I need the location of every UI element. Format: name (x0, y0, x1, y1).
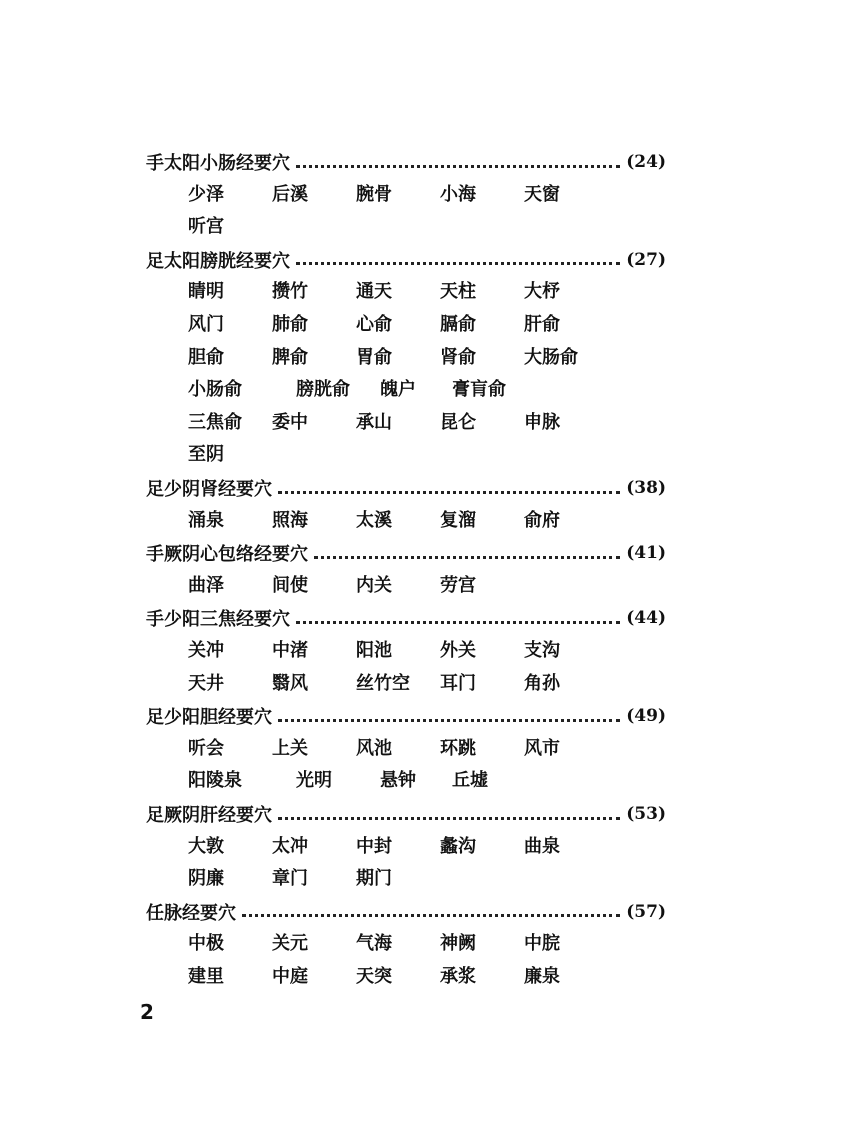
dot-leader (242, 914, 620, 917)
acupoint-name: 申脉 (524, 411, 560, 433)
acupoint-name: 太冲 (272, 835, 308, 857)
toc-entry-page: (44) (626, 608, 666, 629)
acupoint-name: 光明 (296, 770, 332, 792)
acupoint-name: 天窗 (524, 183, 560, 205)
acupoint-name: 膏肓俞 (452, 379, 506, 401)
toc-entry (146, 473, 666, 503)
acupoint-name: 少泽 (188, 183, 224, 205)
toc-entry (146, 897, 666, 927)
acupoint-name: 照海 (272, 509, 308, 531)
dot-leader (296, 262, 620, 265)
acupoint-name: 上关 (272, 737, 308, 759)
acupoint-name: 承山 (356, 411, 392, 433)
acupoint-name: 阳陵泉 (188, 770, 242, 792)
acupoint-name: 悬钟 (380, 770, 416, 792)
toc-entry-page: (38) (626, 478, 666, 498)
acupoint-name: 章门 (272, 868, 308, 890)
acupoint-name: 气海 (356, 933, 392, 955)
acupoint-name: 大敦 (188, 835, 224, 857)
acupoint-name: 俞府 (524, 509, 560, 531)
acupoint-name: 翳风 (272, 672, 308, 694)
acupoint-name: 通天 (356, 281, 392, 303)
toc-entry-title: 手太阳小肠经要穴 (146, 153, 290, 174)
acupoint-name: 委中 (272, 411, 308, 433)
dot-leader (278, 719, 620, 722)
acupoint-name: 胃俞 (356, 346, 392, 368)
acupoint-name: 中脘 (524, 933, 560, 955)
acupoint-name: 后溪 (272, 183, 308, 205)
acupoint-name: 阴廉 (188, 868, 224, 890)
acupoint-name: 丘墟 (452, 770, 488, 792)
acupoint-name: 三焦俞 (188, 411, 242, 433)
acupoint-name: 中渚 (272, 640, 308, 661)
toc-entry-page: (57) (626, 901, 666, 922)
acupoint-name: 风池 (356, 737, 392, 759)
dot-leader (278, 817, 620, 820)
toc-entry-title: 足太阳膀胱经要穴 (146, 250, 290, 272)
page-number: 2 (140, 1000, 154, 1024)
toc-entry (146, 538, 666, 568)
acupoint-name: 心俞 (356, 314, 392, 335)
acupoint-name: 风门 (188, 314, 224, 335)
toc-entry-title: 足少阴肾经要穴 (146, 479, 272, 500)
acupoint-name: 蠡沟 (440, 835, 476, 857)
acupoint-name: 魄户 (380, 379, 416, 401)
acupoint-name: 胆俞 (188, 346, 224, 368)
acupoint-name: 大杼 (524, 281, 560, 303)
acupoint-name: 膈俞 (440, 314, 476, 335)
toc-entry-title: 足厥阴肝经要穴 (146, 805, 272, 826)
acupoint-name: 听宫 (188, 216, 224, 238)
toc-entry-page: (27) (626, 249, 666, 270)
dot-leader (296, 165, 620, 168)
dot-leader (296, 621, 620, 624)
acupoint-name: 神阙 (440, 933, 476, 955)
acupoint-name: 中极 (188, 933, 224, 955)
acupoint-name: 曲泉 (524, 835, 560, 857)
acupoint-name: 睛明 (188, 281, 224, 303)
acupoint-name: 天井 (188, 672, 224, 694)
acupoint-name: 肺俞 (272, 314, 308, 335)
acupoint-name: 关冲 (188, 640, 224, 661)
acupoint-name: 肝俞 (524, 314, 560, 335)
acupoint-name: 小海 (440, 183, 476, 205)
toc-entry-page: (49) (626, 706, 666, 727)
toc-entry-title: 任脉经要穴 (146, 902, 236, 924)
acupoint-name: 天突 (356, 966, 392, 987)
toc-entry-title: 手少阳三焦经要穴 (146, 609, 290, 631)
acupoint-name: 中庭 (272, 966, 308, 987)
acupoint-name: 关元 (272, 933, 308, 955)
acupoint-name: 内关 (356, 574, 392, 596)
acupoint-name: 复溜 (440, 509, 476, 531)
dot-leader (278, 491, 620, 494)
acupoint-name: 昆仑 (440, 411, 476, 433)
acupoint-name: 攒竹 (272, 281, 308, 303)
acupoint-name: 丝竹空 (356, 672, 410, 694)
acupoint-name: 环跳 (440, 737, 476, 759)
toc-entry-page: (53) (626, 804, 666, 824)
acupoint-name: 承浆 (440, 966, 476, 987)
dot-leader (314, 556, 620, 559)
acupoint-name: 风市 (524, 737, 560, 759)
acupoint-name: 膀胱俞 (296, 379, 350, 401)
toc-entry-page: (41) (626, 543, 666, 564)
acupoint-name: 中封 (356, 835, 392, 857)
acupoint-name: 外关 (440, 640, 476, 661)
acupoint-name: 间使 (272, 574, 308, 596)
acupoint-name: 涌泉 (188, 509, 224, 531)
acupoint-name: 期门 (356, 868, 392, 890)
acupoint-name: 阳池 (356, 640, 392, 661)
toc-entry (146, 245, 666, 275)
acupoint-name: 肾俞 (440, 346, 476, 368)
acupoint-name: 建里 (188, 966, 224, 987)
toc-entry (146, 701, 666, 731)
toc-entry (146, 799, 666, 829)
toc-entry (146, 147, 666, 177)
acupoint-name: 至阴 (188, 444, 224, 466)
acupoint-name: 太溪 (356, 509, 392, 531)
acupoint-name: 腕骨 (356, 183, 392, 205)
toc-entry-title: 手厥阴心包络经要穴 (146, 544, 308, 566)
toc-entry-title: 足少阳胆经要穴 (146, 707, 272, 729)
acupoint-name: 天柱 (440, 281, 476, 303)
acupoint-name: 廉泉 (524, 966, 560, 987)
acupoint-name: 大肠俞 (524, 346, 578, 368)
toc-entry (146, 603, 666, 633)
toc-entry-page: (24) (626, 152, 666, 172)
acupoint-name: 小肠俞 (188, 379, 242, 401)
acupoint-name: 曲泽 (188, 574, 224, 596)
acupoint-name: 听会 (188, 737, 224, 759)
acupoint-name: 劳宫 (440, 574, 476, 596)
acupoint-name: 脾俞 (272, 346, 308, 368)
acupoint-name: 角孙 (524, 672, 560, 694)
acupoint-name: 耳门 (440, 672, 476, 694)
acupoint-name: 支沟 (524, 640, 560, 661)
